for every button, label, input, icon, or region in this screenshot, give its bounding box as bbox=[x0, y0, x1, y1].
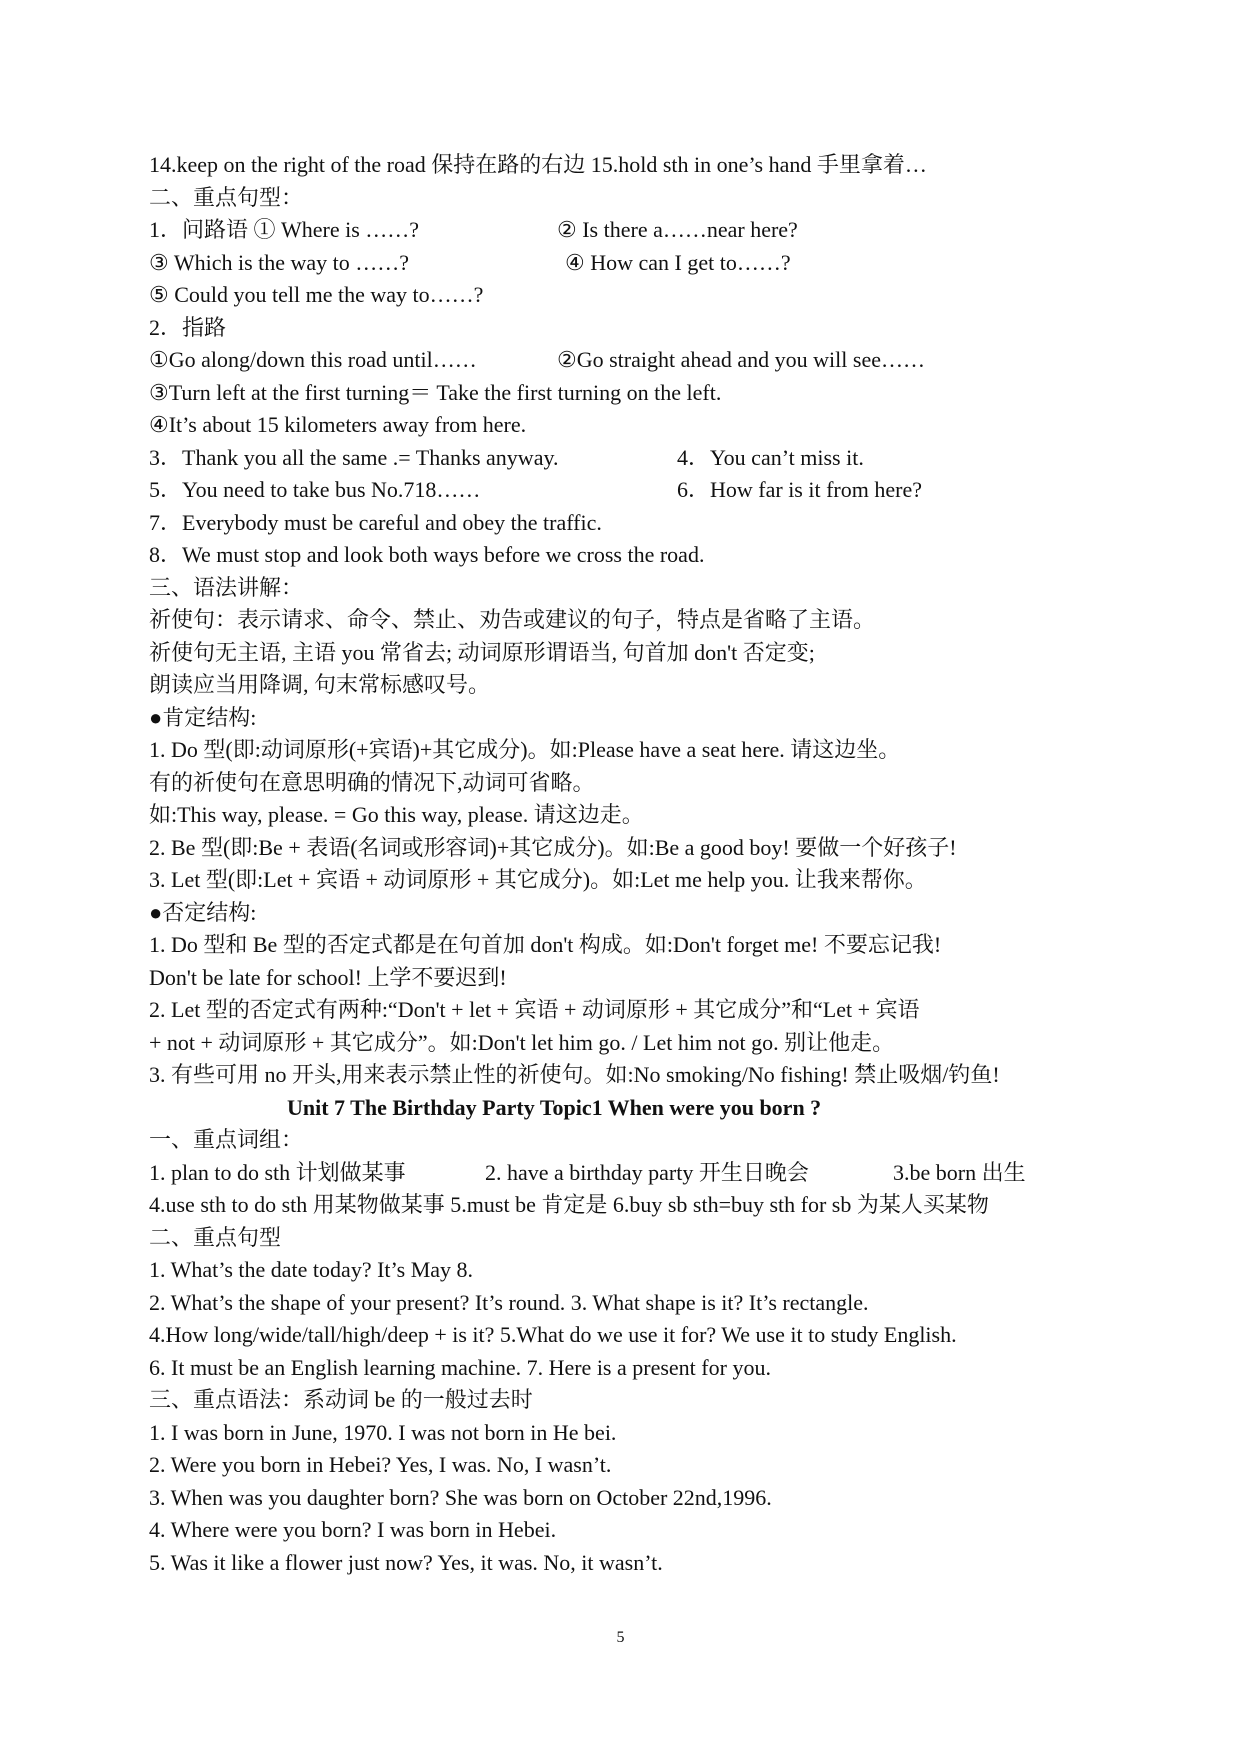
document-body bbox=[149, 149, 1109, 1579]
text-line: 3. When was you daughter born? She was born on October 22nd,1996. bbox=[149, 1484, 772, 1510]
text-line: 祈使句无主语, 主语 you 常省去; 动词原形谓语当, 句首加 don't 否定变; bbox=[149, 639, 815, 665]
text-line: 7．Everybody must be careful and obey the traffic. bbox=[149, 509, 602, 535]
text-line: 1. plan to do sth 计划做某事 2. have a birthday party 开生日晚会 3.be born 出生 bbox=[149, 1159, 1026, 1185]
text-line: 2. Were you born in Hebei? Yes, I was. No, I wasn’t. bbox=[149, 1452, 612, 1477]
text-line: + not + 动词原形 + 其它成分”。如:Don't let him go. / Let him not go. 别让他走。 bbox=[149, 1029, 895, 1055]
text-line: 2. What’s the shape of your present? It’s round. 3. What shape is it? It’s rectangle. bbox=[149, 1289, 869, 1315]
text-line: ③Turn left at the first turning＝ Take the first turning on the left. bbox=[149, 379, 722, 405]
text-line: 5．You need to take bus No.718…… 6．How far is it from here? bbox=[149, 477, 922, 502]
section-heading: 二、重点句型 bbox=[149, 1224, 282, 1250]
text-line: Don't be late for school! 上学不要迟到! bbox=[149, 964, 507, 990]
text-line: 2. Be 型(即:Be + 表语(名词或形容词)+其它成分)。如:Be a good boy! 要做一个好孩子! bbox=[149, 834, 957, 860]
text-line: 1. Do 型(即:动词原形(+宾语)+其它成分)。如:Please have a seat here. 请这边坐。 bbox=[149, 737, 901, 762]
text-line: 有的祈使句在意思明确的情况下,动词可省略。 bbox=[149, 769, 595, 795]
text-line: 1. Do 型和 Be 型的否定式都是在句首加 don't 构成。如:Don't forget me! 不要忘记我! bbox=[149, 932, 942, 957]
text-line: 3．Thank you all the same .= Thanks anyway. 4．You can’t miss it. bbox=[149, 444, 864, 470]
text-line: 祈使句：表示请求、命令、禁止、劝告或建议的句子，特点是省略了主语。 bbox=[149, 607, 876, 632]
text-line: 14.keep on the right of the road 保持在路的右边 15.hold sth in one’s hand 手里拿着… bbox=[149, 152, 927, 177]
page-number: 5 bbox=[616, 1629, 625, 1646]
text-line: ③ Which is the way to ……? ④ How can I get to……? bbox=[149, 249, 791, 275]
section-heading: 三、重点语法：系动词 be 的一般过去时 bbox=[149, 1387, 533, 1412]
section-heading: 三、语法讲解： bbox=[149, 574, 304, 600]
text-line: 8．We must stop and look both ways before we cross the road. bbox=[149, 542, 705, 567]
text-line: 如:This way, please. = Go this way, please. 请这边走。 bbox=[149, 802, 644, 827]
text-line: 5. Was it like a flower just now? Yes, it was. No, it wasn’t. bbox=[149, 1549, 663, 1575]
text-line: 1．问路语 ① Where is ……? ② Is there a……near here? bbox=[149, 217, 798, 242]
text-line: 4. Where were you born? I was born in Hebei. bbox=[149, 1517, 557, 1542]
text-line: 6. It must be an English learning machine. 7. Here is a present for you. bbox=[149, 1354, 771, 1380]
text-line: 3. Let 型(即:Let + 宾语 + 动词原形 + 其它成分)。如:Let me help you. 让我来帮你。 bbox=[149, 867, 927, 892]
section-heading: 一、重点词组： bbox=[149, 1127, 304, 1152]
text-line: 2. Let 型的否定式有两种:“Don't + let + 宾语 + 动词原形 + 其它成分”和“Let + 宾语 bbox=[149, 997, 920, 1022]
text-line: ④It’s about 15 kilometers away from here. bbox=[149, 412, 527, 437]
text-line: 2．指路 bbox=[149, 314, 227, 340]
text-line: 朗读应当用降调, 句末常标感叹号。 bbox=[149, 672, 491, 697]
text-line: 1. What’s the date today? It’s May 8. bbox=[149, 1257, 474, 1282]
section-heading: 二、重点句型： bbox=[149, 184, 304, 210]
text-line: ●否定结构: bbox=[149, 899, 257, 925]
text-line: 4.use sth to do sth 用某物做某事 5.must be 肯定是 6.buy sb sth=buy sth for sb 为某人买某物 bbox=[149, 1192, 989, 1217]
text-line: 4.How long/wide/tall/high/deep + is it? 5.What do we use it for? We use it to study English. bbox=[149, 1322, 957, 1347]
text-line: ●肯定结构: bbox=[149, 704, 257, 730]
text-line: 1. I was born in June, 1970. I was not born in He bei. bbox=[149, 1419, 617, 1445]
text-line: ⑤ Could you tell me the way to……? bbox=[149, 282, 484, 307]
unit-title: Unit 7 The Birthday Party Topic1 When were you born ? bbox=[287, 1094, 822, 1120]
text-line: 3. 有些可用 no 开头,用来表示禁止性的祈使句。如:No smoking/No fishing! 禁止吸烟/钓鱼! bbox=[149, 1062, 1000, 1087]
text-line: ①Go along/down this road until…… ②Go straight ahead and you will see…… bbox=[149, 347, 925, 372]
